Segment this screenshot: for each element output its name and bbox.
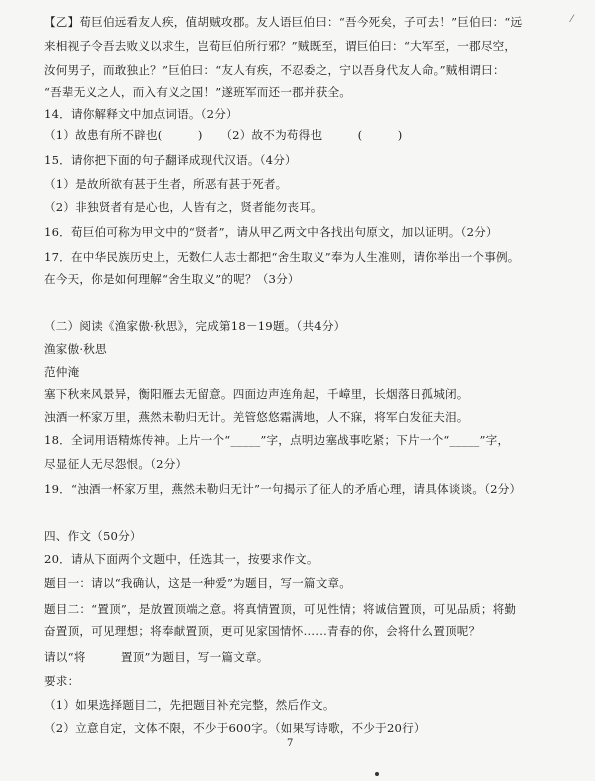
text-line: 【乙】荀巨伯远看友人疾，值胡贼攻郡。友人语巨伯曰：“吾今死矣，子可去！”巨伯曰：“远 [44,15,523,29]
topic-2-cont: 奋置顶，可见理想；将奉献置顶，更可见家国情怀……青春的你，会将什么置顶呢？ [44,624,481,638]
corner-mark: ⁄ [571,14,573,25]
poem-title: 渔家傲·秋思 [44,342,107,356]
question-17: 17．在中华民族历史上，无数仁人志士都把“舍生取义”奉为人生准则，请你举出一个事例。 [44,250,520,264]
poem-line-1: 塞下秋来风景异，衡阳雁去无留意。四面边声连角起，千嶂里，长烟落日孤城闭。 [44,387,469,401]
question-15-item-2: （2）非独贤者有是心也，人皆有之，贤者能勿丧耳。 [44,200,323,214]
section-4-heading: 四、作文（50分） [44,529,142,543]
topic-2-instruction: 请以“将 置顶”为题目，写一篇文章。 [44,650,269,664]
question-18: 18．全词用语精炼传神。上片一个“_____”字，点明边塞战事吃紧；下片一个“_____”字， [44,433,510,447]
question-14-items: （1）故患有所不辟也( ) （2）故不为苟得也 ( ) [44,128,403,142]
question-18-cont: 尽显征人无尽怨恨。（2分） [44,457,188,471]
text-line: “吾辈无义之人，而入有义之国！”遂班军而还一郡并获全。 [44,85,352,99]
scan-speck [375,772,379,776]
requirement-1: （1）如果选择题目二，先把题目补充完整，然后作文。 [44,698,335,712]
question-14: 14．请你解释文中加点词语。（2分） [44,107,238,121]
topic-1: 题目一：请以“我确认，这是一种爱”为题目，写一篇文章。 [44,576,352,590]
section-2-heading: （二）阅读《渔家傲·秋思》，完成第18－19题。（共4分） [44,319,346,333]
page-number: 7 [287,738,294,749]
question-16: 16．荀巨伯可称为甲文中的“贤者”，请从甲乙两文中各找出句原文，加以证明。（2分） [44,225,498,239]
poem-author: 范仲淹 [44,365,80,379]
text-line: 来相视子令吾去败义以求生，岂荀巨伯所行邪？”贼既至，谓巨伯曰：“大军至，一郡尽空， [44,39,517,53]
question-15-item-1: （1）是故所欲有甚于生者，所恶有甚于死者。 [44,177,288,191]
question-17-cont: 在今天，你是如何理解“舍生取义”的呢？（3分） [44,272,300,286]
poem-line-2: 浊酒一杯家万里，燕然未勒归无计。羌管悠悠霜满地，人不寐，将军白发征夫泪。 [44,410,469,424]
question-19: 19．“浊酒一杯家万里，燕然未勒归无计”一句揭示了征人的矛盾心理，请具体谈谈。（2分） [44,482,522,496]
requirement-2: （2）立意自定，文体不限，不少于600字。（如果写诗歌，不少于20行） [44,721,426,735]
question-20: 20．请从下面两个文题中，任选其一，按要求作文。 [44,552,319,566]
requirements-heading: 要求： [44,674,80,688]
text-line: 汝何男子，而敢独止？”巨伯曰：“友人有疾，不忍委之，宁以吾身代友人命。”贼相谓曰： [44,63,505,77]
topic-2: 题目二：“置顶”，是放置顶端之意。将真情置顶，可见性情；将诚信置顶，可见品质；将勤 [44,602,517,616]
question-15: 15．请你把下面的句子翻译成现代汉语。（4分） [44,153,297,167]
